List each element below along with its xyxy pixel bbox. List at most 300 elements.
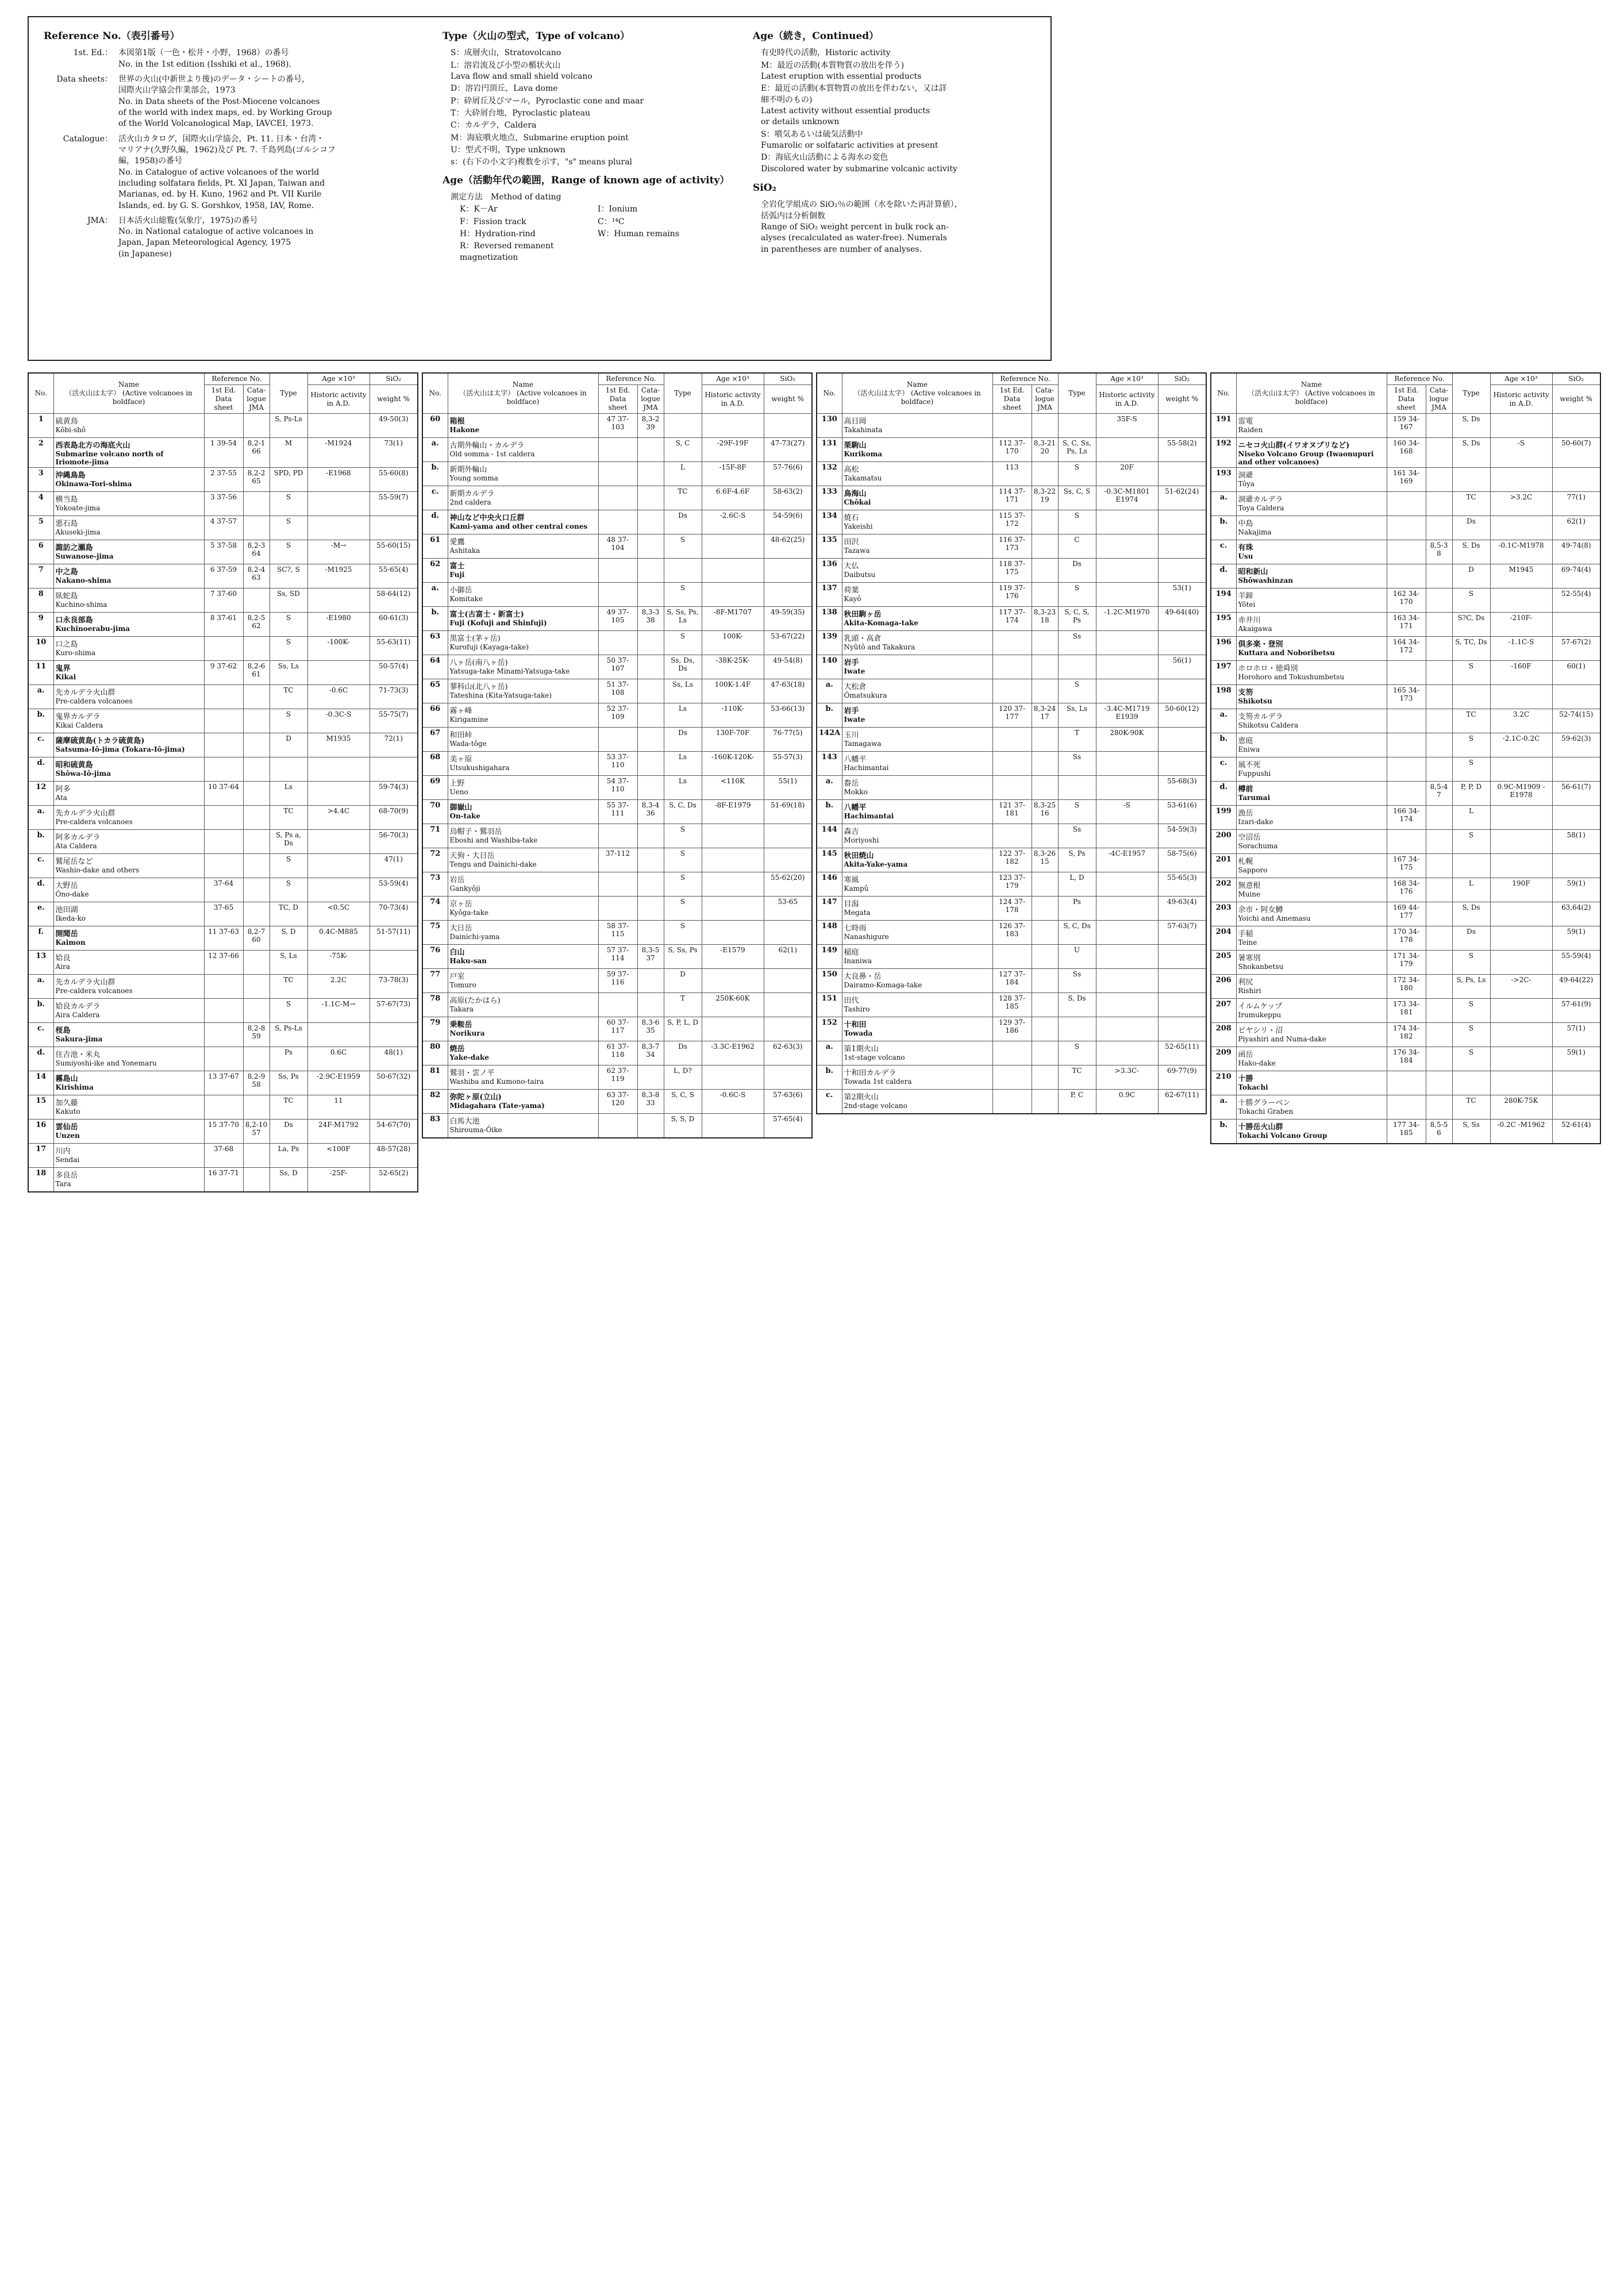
volcano-name-romaji: Akita-Yake-yama [844,860,908,868]
volcano-name-jp: 桜島 [55,1026,71,1035]
activity-age: -E1980 [307,613,370,637]
catalogue-number: 8,3-21 20 [1032,438,1058,462]
reference-number: 51 37-108 [598,679,637,703]
reference-number: 120 37-177 [992,703,1032,728]
sio2-range [1158,752,1206,776]
table-row [28,468,418,492]
reference-number [204,1095,243,1120]
volcano-name-cell [1236,613,1387,637]
sio2-range: 52-61(4) [1552,1120,1600,1144]
catalogue-number [243,709,270,733]
legend-type-item: U：型式不明，Type unknown [451,145,565,155]
volcano-name-romaji: Ôno-dake [55,890,89,898]
volcano-name-cell [53,878,204,902]
legend-age-heading: Age（活動年代の範囲，Range of known age of activity） [442,174,730,186]
sio2-range: 51-69(18) [764,800,812,824]
reference-number: 3 37-56 [204,492,243,516]
sio2-range: 49-64(40) [1158,607,1206,631]
sio2-range [764,993,812,1017]
volcano-name-jp: 十勝 [1238,1075,1253,1083]
volcano-name-romaji: Teine [1238,938,1257,947]
sio2-range: 49-63(4) [1158,897,1206,921]
col-header-ref-first: 1st Ed. Data sheet [598,385,637,414]
legend-age-item: S：噴気あるいは硫気活動中 Fumarolic or solfataric activities at present [761,129,938,150]
catalogue-number [243,951,270,975]
volcano-table [816,372,1207,1114]
volcano-name-cell [842,945,992,969]
activity-age: -0.6C-S [702,1090,764,1114]
volcano-type [1452,685,1490,709]
volcano-name-cell [842,703,992,728]
activity-age: -3.4C-M1719 E1939 [1096,703,1158,728]
sio2-range: 55-75(7) [370,709,418,733]
catalogue-number [1032,510,1058,534]
reference-number [992,414,1032,438]
sio2-range: 51-62(24) [1158,486,1206,510]
volcano-number: 130 [817,414,842,438]
activity-age: <100F [307,1144,370,1168]
volcano-name-jp: 川内 [55,1147,71,1156]
volcano-number: a. [817,776,842,800]
reference-number: 163 34-171 [1387,613,1426,637]
catalogue-number [637,438,664,462]
table-row [1211,999,1600,1023]
volcano-name-cell [448,534,598,559]
activity-age [1490,1071,1552,1095]
sio2-range: 69-74(4) [1552,564,1600,588]
volcano-name-cell [842,534,992,559]
volcano-name-cell [53,902,204,926]
activity-age: 2.2C [307,975,370,999]
volcano-name-cell [1236,806,1387,830]
catalogue-number [1032,462,1058,486]
catalogue-number [1032,534,1058,559]
volcano-name-romaji: Horohoro and Tokushumbetsu [1238,673,1345,681]
volcano-name-jp: 横当島 [55,495,78,504]
table-row [28,492,418,516]
volcano-type: Ss, Ds, Ds [664,655,702,679]
sio2-range: 77(1) [1552,492,1600,516]
reference-number [598,728,637,752]
col-header-name-title: Name [512,380,534,388]
volcano-name-romaji: Sumiyoshi-ike and Yonemaru [55,1059,157,1067]
volcano-type [1452,1071,1490,1095]
volcano-number: 151 [817,993,842,1017]
volcano-type: SC?, S [270,564,307,588]
reference-number: 6 37-59 [204,564,243,588]
activity-age [1096,679,1158,703]
catalogue-number [637,679,664,703]
catalogue-number [637,728,664,752]
volcano-name-romaji: Tokachi Graben [1238,1107,1294,1115]
volcano-name-jp: 霧島山 [55,1075,78,1083]
reference-number: 58 37-115 [598,921,637,945]
legend-row [44,48,440,70]
volcano-name-romaji: Niseko Volcano Group (Iwaonupuri and other volcanoes) [1238,450,1374,466]
volcano-number: 4 [28,492,53,516]
sio2-range [764,583,812,607]
reference-number: 55 37-111 [598,800,637,824]
activity-age [1490,516,1552,540]
volcano-name-cell [448,752,598,776]
legend-box [28,16,1052,361]
sio2-range: 62(1) [1552,516,1600,540]
volcano-number: 133 [817,486,842,510]
volcano-number: c. [28,1023,53,1047]
catalogue-number: 8,5-4 7 [1426,782,1452,806]
col-header-reference: Reference No. [204,373,270,385]
volcano-name-romaji: Kuchino-shima [55,601,107,609]
volcano-name-jp: 洞爺カルデラ [1238,495,1283,504]
activity-age: 20F [1096,462,1158,486]
volcano-type: S, C [664,438,702,462]
volcano-name-jp: 畚岳 [844,779,859,788]
volcano-name-romaji: Takamatsu [844,474,882,482]
reference-number [992,1065,1032,1090]
volcano-name-jp: 手稲 [1238,930,1253,938]
volcano-number: 148 [817,921,842,945]
table-row [28,1144,418,1168]
activity-age [1490,830,1552,854]
reference-number: 63 37-120 [598,1090,637,1114]
activity-age: 100K-1.4F [702,679,764,703]
catalogue-number: 8,3-26 15 [1032,848,1058,872]
volcano-name-cell [842,897,992,921]
activity-age: >4.4C [307,806,370,830]
activity-age: 11 [307,1095,370,1120]
legend-method-item: C：¹⁴C [598,217,625,226]
sio2-range: 54-59(6) [764,510,812,534]
volcano-name-romaji: 2nd caldera [449,498,491,506]
volcano-table [1210,372,1601,1144]
sio2-range: 58-64(12) [370,588,418,613]
activity-age: 3.2C [1490,709,1552,733]
reference-number: 164 34-172 [1387,637,1426,661]
volcano-name-jp: ピヤシリ・沼 [1238,1026,1283,1035]
legend-type-heading: Type（火山の型式，Type of volcano） [442,30,630,42]
table-row [817,462,1206,486]
activity-age: -38K-25K- [702,655,764,679]
sio2-range: 54-67(70) [370,1120,418,1144]
volcano-name-cell [842,655,992,679]
volcano-number: 2 [28,438,53,468]
volcano-name-romaji: Young somma [449,474,498,482]
volcano-number: 62 [422,559,448,583]
table-row [28,782,418,806]
legend-method: 測定方法 Method of dating [451,193,561,202]
volcano-type: TC [1452,492,1490,516]
legend-method-item: F：Fission track [460,217,526,226]
reference-number: 161 34-169 [1387,468,1426,492]
sio2-range: 69-77(9) [1158,1065,1206,1090]
reference-number [204,757,243,782]
volcano-name-romaji: Piyashiri and Numa-dake [1238,1035,1326,1043]
volcano-number: a. [28,975,53,999]
volcano-type: S, Ps-Ls [270,1023,307,1047]
sio2-range: 62-67(11) [1158,1090,1206,1114]
activity-age [307,492,370,516]
volcano-name-jp: 大日岳 [449,924,472,933]
volcano-name-jp: 八幡平 [844,755,867,764]
activity-age [702,969,764,993]
volcano-name-cell [1236,685,1387,709]
col-header-reference: Reference No. [598,373,664,385]
table-row [422,462,812,486]
table-row [817,824,1206,848]
table-row [422,728,812,752]
col-header-ref-first: 1st Ed. Data sheet [992,385,1032,414]
col-header-type: Type [1058,373,1096,414]
volcano-name-cell [53,1120,204,1144]
table-row [1211,709,1600,733]
volcano-type: T [1058,728,1096,752]
volcano-name-cell [53,414,204,438]
legend-reference-heading: Reference No.（表引番号） [44,30,180,42]
reference-number: 47 37-103 [598,414,637,438]
volcano-type: S, Ds [1452,438,1490,468]
volcano-name-romaji: Tomuro [449,981,476,989]
volcano-number: 202 [1211,878,1236,902]
volcano-name-jp: 岩手 [844,707,859,715]
activity-age [702,1114,764,1138]
volcano-name-cell [842,800,992,824]
volcano-name-cell [53,1095,204,1120]
activity-age: >3.3C- [1096,1065,1158,1090]
activity-age: -3.3C-E1962 [702,1041,764,1065]
volcano-name-romaji: Ata [55,794,67,802]
volcano-type: S, D [270,926,307,951]
legend-key: Data sheets： [56,75,113,84]
reference-number [992,728,1032,752]
volcano-type: S [1058,679,1096,703]
legend-age-continued [753,30,1040,256]
catalogue-number [1426,854,1452,878]
volcano-name-jp: 古期外輪山・カルデラ [449,441,525,450]
table-row [1211,1047,1600,1071]
volcano-type: T [664,993,702,1017]
volcano-name-romaji: Fuppushi [1238,770,1271,778]
volcano-name-cell [53,516,204,540]
table-row [28,564,418,588]
sio2-range [370,1095,418,1120]
table-row [28,926,418,951]
volcano-name-romaji: Okinawa-Tori-shima [55,480,132,488]
volcano-type: S [1058,510,1096,534]
volcano-name-jp: 昭和硫黄島 [55,761,93,770]
sio2-range: 73(1) [370,438,418,468]
sio2-range: 55-60(8) [370,468,418,492]
sio2-range: 58-75(6) [1158,848,1206,872]
volcano-number: c. [422,486,448,510]
volcano-type [1058,776,1096,800]
catalogue-number [637,993,664,1017]
activity-age [1490,1047,1552,1071]
reference-number [598,824,637,848]
volcano-name-romaji: Sorachuma [1238,842,1278,850]
reference-number: 124 37-178 [992,897,1032,921]
activity-age [1096,945,1158,969]
table-row [422,1065,812,1090]
col-header-sio2: SiO₂ [370,373,418,385]
catalogue-number [637,897,664,921]
volcano-number: 79 [422,1017,448,1041]
volcano-name-romaji: Ikeda-ko [55,914,86,922]
volcano-name-jp: 大松倉 [844,683,867,691]
col-header-sio2-weight: weight % [1158,385,1206,414]
volcano-number: 67 [422,728,448,752]
legend-row [44,216,440,260]
activity-age [307,854,370,878]
sio2-range: 68-70(9) [370,806,418,830]
activity-age: <110K [702,776,764,800]
reference-number: 37-64 [204,878,243,902]
activity-age: -8F-E1979 [702,800,764,824]
sio2-range [764,559,812,583]
activity-age: 24F-M1792 [307,1120,370,1144]
sio2-range: 57-61(9) [1552,999,1600,1023]
catalogue-number [243,733,270,757]
sio2-range: 72(1) [370,733,418,757]
volcano-number: 10 [28,637,53,661]
activity-age: -M1924 [307,438,370,468]
table-row [422,438,812,462]
volcano-number: 80 [422,1041,448,1065]
volcano-name-jp: 先カルデラ火山群 [55,809,116,818]
volcano-name-romaji: Kirishima [55,1083,94,1091]
volcano-number: 13 [28,951,53,975]
table-row [817,534,1206,559]
activity-age: ->2C- [1490,975,1552,999]
volcano-name-jp: 利尻 [1238,978,1253,987]
volcano-type [270,757,307,782]
reference-number [992,655,1032,679]
volcano-name-cell [842,559,992,583]
catalogue-number [243,806,270,830]
table-row [28,902,418,926]
sio2-range [1158,1017,1206,1041]
volcano-number: 147 [817,897,842,921]
volcano-type: S [270,999,307,1023]
volcano-number: 210 [1211,1071,1236,1095]
volcano-name-cell [53,613,204,637]
col-header-ref-catalogue: Cata-logue JMA [1426,385,1452,414]
reference-number [1387,661,1426,685]
volcano-number: 17 [28,1144,53,1168]
sio2-range: 55(1) [764,776,812,800]
volcano-number: a. [422,438,448,462]
activity-age [1096,897,1158,921]
sio2-range [1158,414,1206,438]
reference-number: 121 37-181 [992,800,1032,824]
volcano-name-cell [448,462,598,486]
col-header-sio2: SiO₂ [764,373,812,385]
volcano-type: S [664,583,702,607]
activity-age [1096,752,1158,776]
volcano-number: b. [1211,733,1236,757]
volcano-name-cell [53,1047,204,1071]
table-row [1211,637,1600,661]
activity-age: 100K- [702,631,764,655]
legend-age-item: E：最近の活動(本質物質の放出を伴わない，又は詳 細不明のもの) Latest activity without essential products or details unknown [761,84,947,127]
activity-age [1096,921,1158,945]
sio2-range: 56-61(7) [1552,782,1600,806]
table-row [1211,926,1600,951]
reference-number [204,1023,243,1047]
volcano-name-jp: 大仏 [844,562,859,571]
volcano-name-cell [1236,492,1387,516]
legend-type-item: P：砕屑丘及びマール，Pyroclastic cone and maar [451,96,644,106]
volcano-number: a. [28,685,53,709]
reference-number: 170 34-178 [1387,926,1426,951]
reference-number: 112 37-170 [992,438,1032,462]
volcano-type: S [270,709,307,733]
volcano-name-jp: 開聞岳 [55,930,78,938]
volcano-type: Ds [664,1041,702,1065]
volcano-name-jp: 白山 [449,948,465,957]
table-row [1211,661,1600,685]
sio2-range: 53-59(4) [370,878,418,902]
table-row [422,824,812,848]
catalogue-number [1032,897,1058,921]
table-row [1211,1071,1600,1095]
activity-age: -110K- [702,703,764,728]
volcano-number: 63 [422,631,448,655]
volcano-number: 76 [422,945,448,969]
volcano-name-cell [53,492,204,516]
volcano-name-romaji: Old somma - 1st caldera [449,450,535,458]
volcano-type: Ss [1058,824,1096,848]
volcano-name-romaji: Yakeishi [844,522,873,530]
volcano-number: 6 [28,540,53,564]
sio2-range: 59-62(3) [1552,733,1600,757]
volcano-name-cell [842,776,992,800]
reference-number: 61 37-118 [598,1041,637,1065]
catalogue-number: 8,3-22 19 [1032,486,1058,510]
catalogue-number: 8,3-25 16 [1032,800,1058,824]
table-row [28,1095,418,1120]
volcano-name-jp: 雷電 [1238,417,1253,426]
volcano-name-jp: 蓼科山(北八ヶ岳) [449,683,508,691]
activity-age: 0.4C-M885 [307,926,370,951]
volcano-name-jp: 恵庭 [1238,737,1253,745]
table-row [422,1041,812,1065]
sio2-range: 62(1) [764,945,812,969]
activity-age [1490,902,1552,926]
volcano-name-romaji: Hako-dake [1238,1059,1276,1067]
volcano-name-jp: 雲仙岳 [55,1123,78,1132]
volcano-number: 72 [422,848,448,872]
sio2-range: 55-65(4) [370,564,418,588]
catalogue-number [243,999,270,1023]
volcano-type: S [664,534,702,559]
sio2-range: 53-66(13) [764,703,812,728]
table-row [1211,588,1600,613]
table-row [817,945,1206,969]
volcano-type: S [664,848,702,872]
volcano-name-jp: 高松 [844,466,859,474]
volcano-type: S [664,824,702,848]
activity-age [1490,999,1552,1023]
volcano-type: L [1452,878,1490,902]
volcano-type: S [1058,1041,1096,1065]
col-header-sio2: SiO₂ [1552,373,1600,385]
catalogue-number: 8,2-5 62 [243,613,270,637]
table-row [422,945,812,969]
volcano-number: 60 [422,414,448,438]
catalogue-number [243,516,270,540]
volcano-name-cell [842,631,992,655]
volcano-number: 3 [28,468,53,492]
